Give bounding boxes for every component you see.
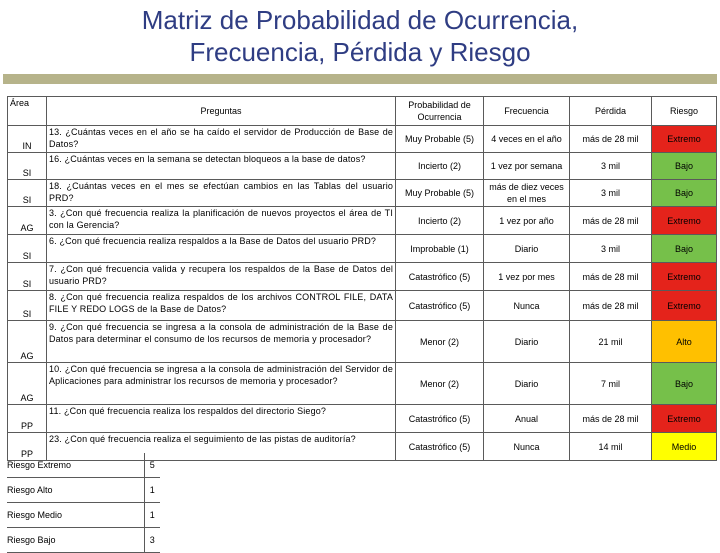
question-cell: 16. ¿Cuántas veces en la semana se detectan bloqueos a la base de datos? (47, 153, 396, 180)
loss-cell: más de 28 mil (570, 263, 652, 291)
frequency-cell: 1 vez por semana (484, 153, 570, 180)
risk-cell: Alto (652, 321, 717, 363)
question-cell: 13. ¿Cuántas veces en el año se ha caído el servidor de Producción de Base de Datos? (47, 126, 396, 153)
area-cell: SI (8, 291, 47, 321)
loss-cell: más de 28 mil (570, 126, 652, 153)
table-row (8, 180, 717, 207)
loss-cell: 3 mil (570, 153, 652, 180)
frequency-cell: Anual (484, 405, 570, 433)
table-row (8, 405, 717, 433)
question-cell: 3. ¿Con qué frecuencia realiza la planificación de nuevos proyectos el área de TI con la Gerencia? (47, 207, 396, 235)
legend-count: 5 (144, 453, 160, 478)
header-preguntas: Preguntas (47, 97, 396, 126)
risk-legend (7, 453, 160, 553)
probability-cell: Muy Probable (5) (396, 126, 484, 153)
legend-row (7, 478, 160, 503)
probability-cell: Improbable (1) (396, 235, 484, 263)
header-row (8, 97, 717, 126)
legend-label: Riesgo Alto (7, 478, 144, 503)
frequency-cell: 1 vez por mes (484, 263, 570, 291)
risk-cell: Bajo (652, 180, 717, 207)
area-cell: IN (8, 126, 47, 153)
loss-cell: más de 28 mil (570, 405, 652, 433)
table-row (8, 321, 717, 363)
legend-row (7, 453, 160, 478)
title-divider (3, 74, 717, 84)
table-row (8, 263, 717, 291)
matrix-body (8, 126, 717, 461)
area-cell: SI (8, 263, 47, 291)
header-probabilidad: Probabilidad de Ocurrencia (396, 97, 484, 126)
legend-count: 1 (144, 503, 160, 528)
legend-row (7, 528, 160, 553)
frequency-cell: Nunca (484, 433, 570, 461)
probability-cell: Menor (2) (396, 363, 484, 405)
legend-count: 1 (144, 478, 160, 503)
loss-cell: 7 mil (570, 363, 652, 405)
legend-label: Riesgo Extremo (7, 453, 144, 478)
risk-cell: Medio (652, 433, 717, 461)
legend-label: Riesgo Medio (7, 503, 144, 528)
legend-count: 3 (144, 528, 160, 553)
title-line-1: Matriz de Probabilidad de Ocurrencia, (141, 5, 579, 35)
risk-cell: Bajo (652, 153, 717, 180)
risk-cell: Extremo (652, 405, 717, 433)
frequency-cell: 4 veces en el año (484, 126, 570, 153)
risk-cell: Extremo (652, 126, 717, 153)
table-row (8, 235, 717, 263)
frequency-cell: 1 vez por año (484, 207, 570, 235)
probability-cell: Catastrófico (5) (396, 405, 484, 433)
risk-cell: Extremo (652, 291, 717, 321)
table-row (8, 126, 717, 153)
frequency-cell: Diario (484, 321, 570, 363)
area-cell: PP (8, 433, 47, 461)
loss-cell: más de 28 mil (570, 291, 652, 321)
risk-cell: Extremo (652, 207, 717, 235)
frequency-cell: más de diez veces en el mes (484, 180, 570, 207)
header-frecuencia: Frecuencia (484, 97, 570, 126)
frequency-cell: Nunca (484, 291, 570, 321)
question-cell: 6. ¿Con qué frecuencia realiza respaldos a la Base de Datos del usuario PRD? (47, 235, 396, 263)
risk-matrix-table (7, 96, 717, 461)
question-cell: 11. ¿Con qué frecuencia realiza los respaldos del directorio Siego? (47, 405, 396, 433)
loss-cell: 14 mil (570, 433, 652, 461)
probability-cell: Menor (2) (396, 321, 484, 363)
area-cell: AG (8, 363, 47, 405)
probability-cell: Catastrófico (5) (396, 263, 484, 291)
loss-cell: 21 mil (570, 321, 652, 363)
frequency-cell: Diario (484, 235, 570, 263)
probability-cell: Incierto (2) (396, 207, 484, 235)
table-row (8, 207, 717, 235)
area-cell: AG (8, 207, 47, 235)
header-area: Área (8, 97, 47, 126)
table-row (8, 153, 717, 180)
probability-cell: Catastrófico (5) (396, 291, 484, 321)
question-cell: 23. ¿Con qué frecuencia realiza el seguimiento de las pistas de auditoría? (47, 433, 396, 461)
header-perdida: Pérdida (570, 97, 652, 126)
loss-cell: más de 28 mil (570, 207, 652, 235)
loss-cell: 3 mil (570, 235, 652, 263)
page-title (0, 4, 720, 68)
risk-cell: Extremo (652, 263, 717, 291)
probability-cell: Incierto (2) (396, 153, 484, 180)
area-cell: SI (8, 235, 47, 263)
title-line-2: Frecuencia, Pérdida y Riesgo (189, 37, 531, 67)
question-cell: 18. ¿Cuántas veces en el mes se efectúan cambios en las Tablas del usuario PRD? (47, 180, 396, 207)
header-riesgo: Riesgo (652, 97, 717, 126)
question-cell: 8. ¿Con qué frecuencia realiza respaldos de los archivos CONTROL FILE, DATA FILE Y REDO LOGS de la Base de Datos? (47, 291, 396, 321)
frequency-cell: Diario (484, 363, 570, 405)
area-cell: PP (8, 405, 47, 433)
table-row (8, 291, 717, 321)
question-cell: 9. ¿Con qué frecuencia se ingresa a la consola de administración de la Base de Datos para determinar el consumo de los recursos de memoria y procesador? (47, 321, 396, 363)
loss-cell: 3 mil (570, 180, 652, 207)
risk-cell: Bajo (652, 363, 717, 405)
legend-body (7, 453, 160, 553)
question-cell: 10. ¿Con qué frecuencia se ingresa a la consola de administración del Servidor de Aplicaciones para administrar los recursos de memoria y procesador? (47, 363, 396, 405)
area-cell: SI (8, 180, 47, 207)
legend-label: Riesgo Bajo (7, 528, 144, 553)
risk-cell: Bajo (652, 235, 717, 263)
area-cell: AG (8, 321, 47, 363)
table-row (8, 363, 717, 405)
legend-row (7, 503, 160, 528)
probability-cell: Muy Probable (5) (396, 180, 484, 207)
probability-cell: Catastrófico (5) (396, 433, 484, 461)
question-cell: 7. ¿Con qué frecuencia valida y recupera los respaldos de la Base de Datos del usuario PRD? (47, 263, 396, 291)
area-cell: SI (8, 153, 47, 180)
